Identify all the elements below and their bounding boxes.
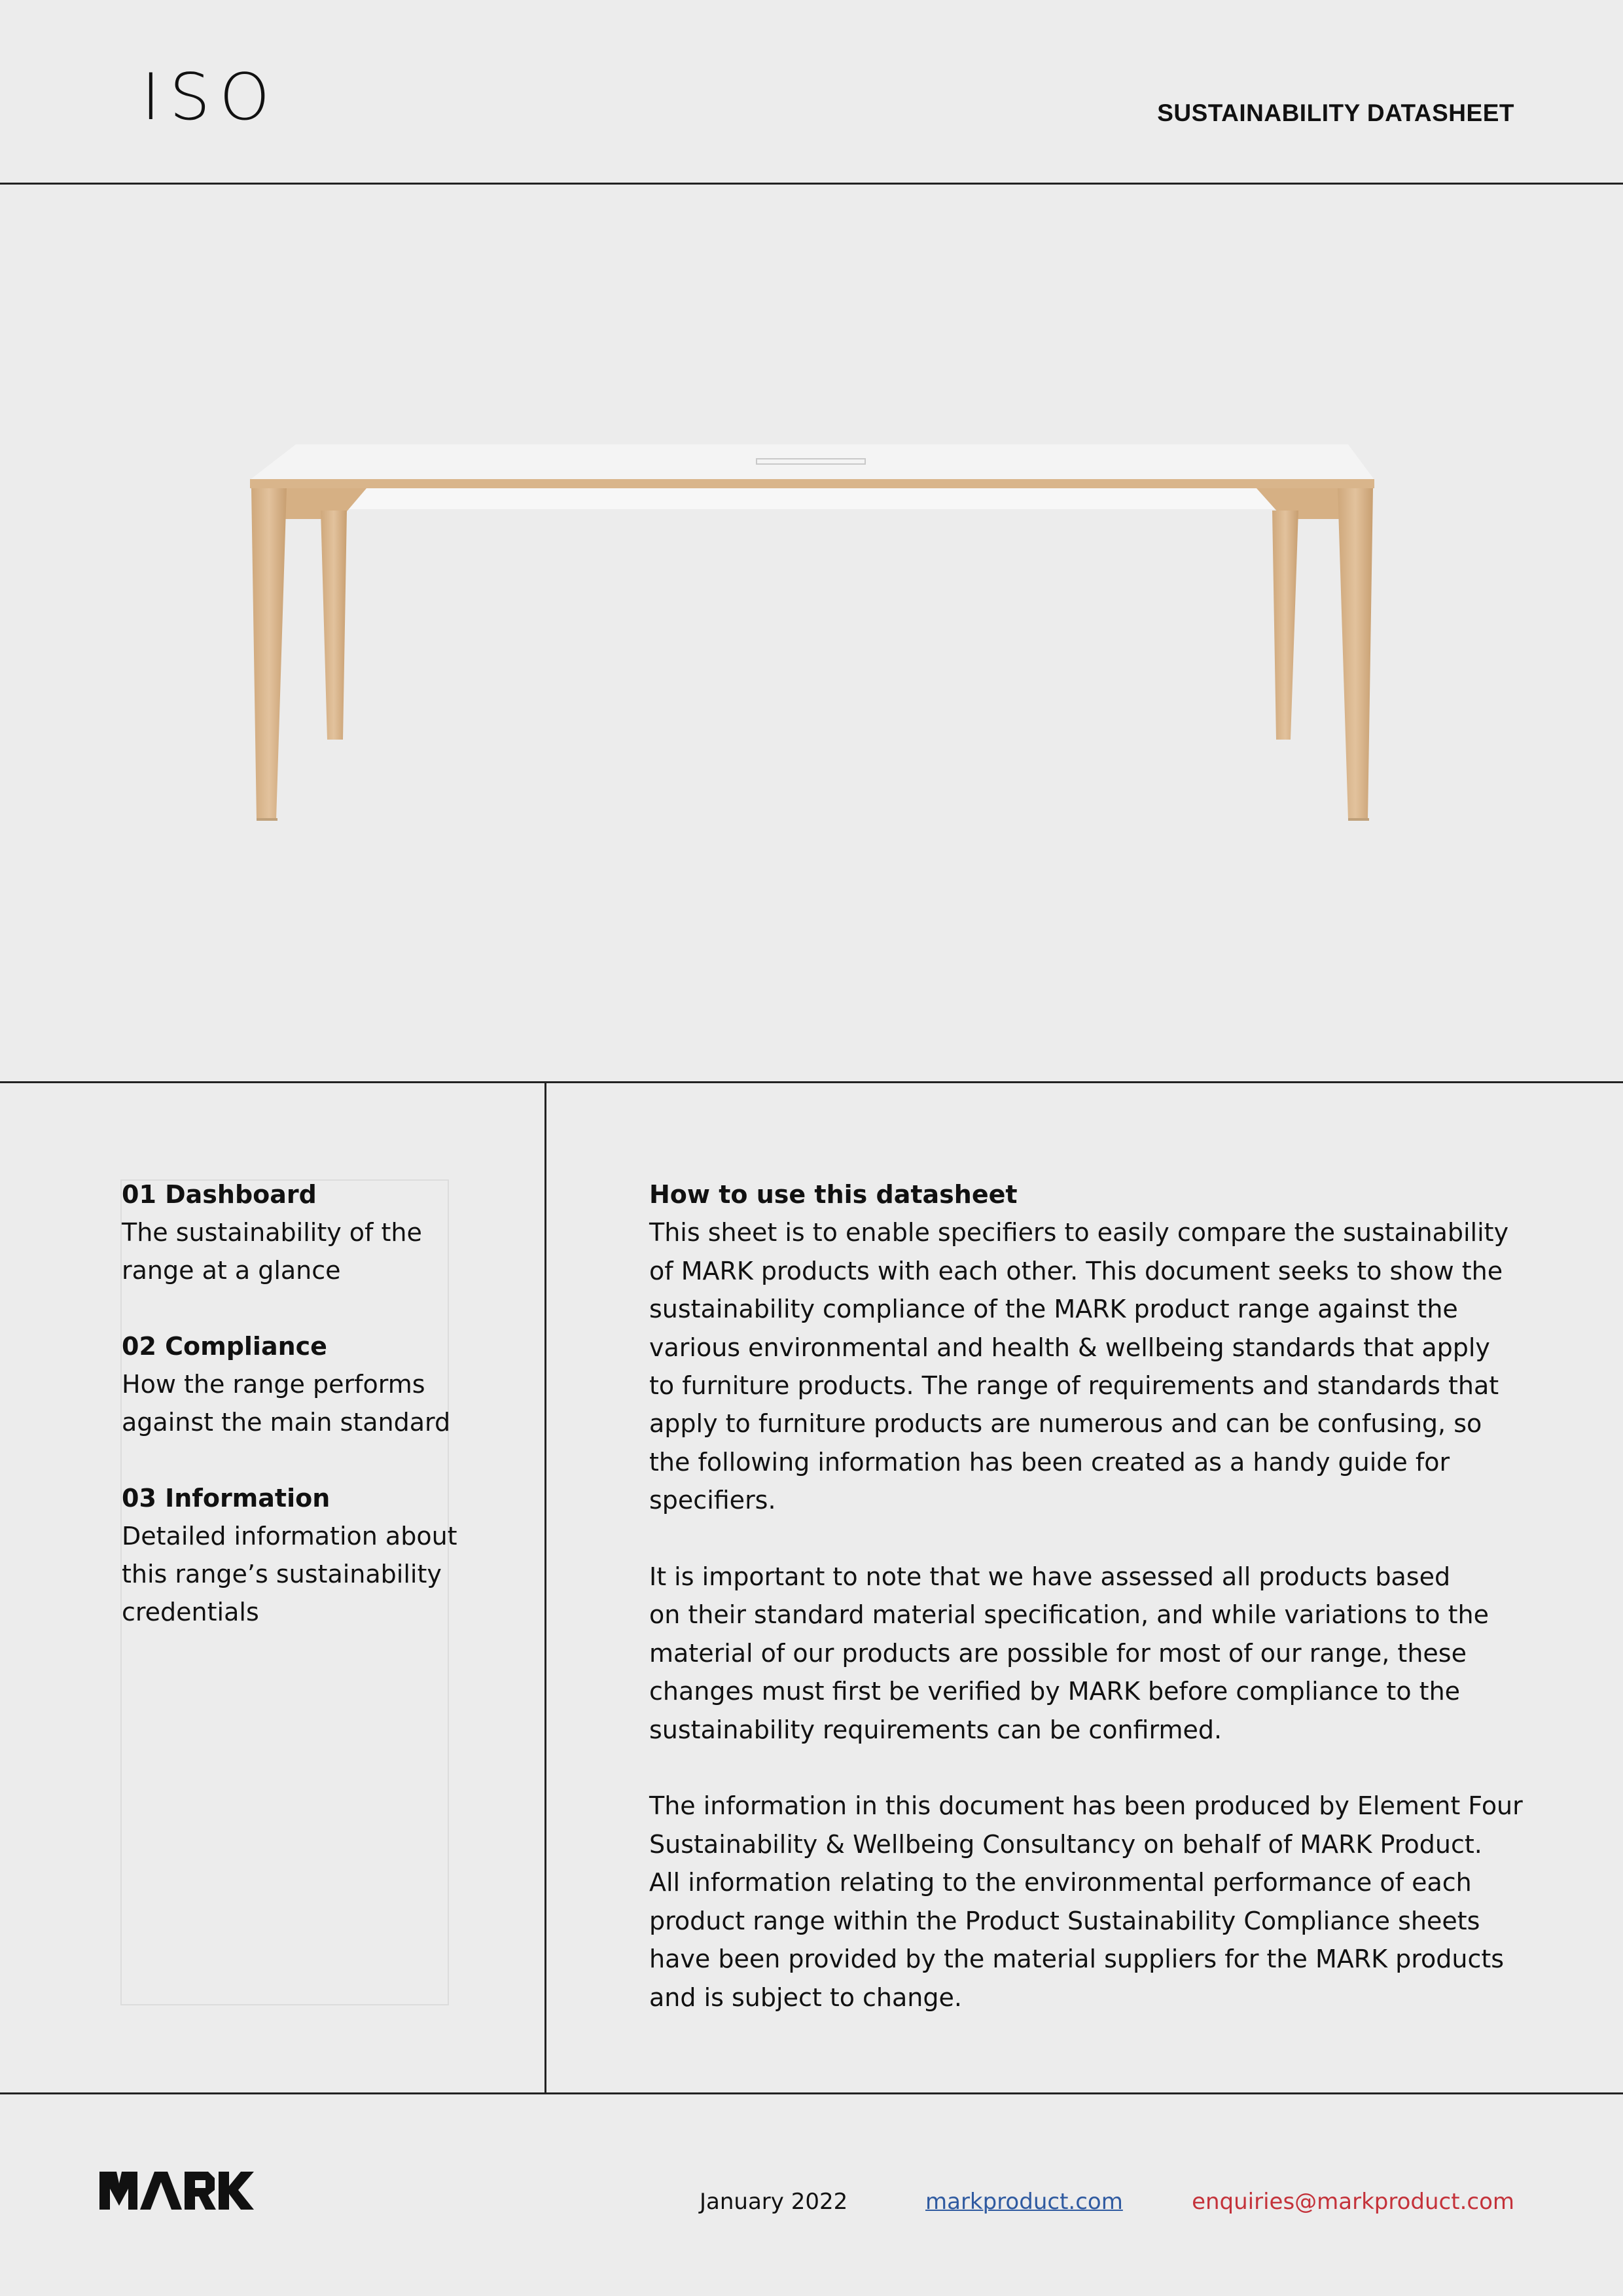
email-link[interactable]: enquiries@markproduct.com xyxy=(1192,2189,1514,2215)
toc-item-title: 03 Information xyxy=(122,1484,330,1513)
table-top-surface xyxy=(250,444,1374,480)
intro-paragraph: The information in this document has been produced by Element Four Sustainability & Wellbeing Consultancy on behalf of MARK Product. All information relating to the environmental performance of each product range within the Product Sustainability Compliance sheets have been provided by the material suppliers for the MARK products and is subject to change. xyxy=(649,1791,1523,2012)
section-divider-top xyxy=(0,1081,1623,1083)
toc-item-dashboard[interactable] xyxy=(122,1175,488,1289)
footer-divider xyxy=(0,2092,1623,2094)
table-of-contents xyxy=(122,1175,488,1669)
front-left-leg xyxy=(251,488,287,819)
product-name: ISO xyxy=(141,60,279,135)
toc-item-title: 01 Dashboard xyxy=(122,1180,317,1209)
toc-item-description: credentials xyxy=(122,1598,259,1626)
toc-item-information[interactable] xyxy=(122,1479,488,1631)
website-link[interactable]: markproduct.com xyxy=(925,2189,1123,2215)
toc-item-description: against the main standard xyxy=(122,1408,451,1437)
toc-item-description: range at a glance xyxy=(122,1256,341,1285)
intro-heading: How to use this datasheet xyxy=(649,1180,1018,1209)
product-table-illustration xyxy=(0,184,1623,1083)
product-hero xyxy=(0,184,1623,1083)
toc-item-description: How the range performs xyxy=(122,1370,425,1399)
document-type-title: SUSTAINABILITY DATASHEET xyxy=(1157,99,1514,126)
table-top-edge xyxy=(250,479,1374,488)
toc-item-compliance[interactable] xyxy=(122,1327,488,1441)
toc-item-description: Detailed information about xyxy=(122,1522,457,1551)
back-right-leg xyxy=(1272,511,1298,740)
back-left-leg xyxy=(321,511,347,740)
table-apron xyxy=(275,488,1348,509)
toc-item-description: this range’s sustainability xyxy=(122,1560,442,1588)
mark-logo xyxy=(99,2172,254,2212)
footer-date: January 2022 xyxy=(700,2189,848,2215)
toc-item-title: 02 Compliance xyxy=(122,1332,327,1361)
intro-paragraph: It is important to note that we have assessed all products based on their standard material specification, and while variations to the material of our products are possible for most of our range, these changes must first be verified by MARK before compliance to the sustainability requirements can be confirmed. xyxy=(649,1562,1489,1744)
front-right-leg xyxy=(1338,488,1373,819)
intro-section xyxy=(649,1175,1526,2054)
column-divider xyxy=(544,1083,546,2094)
toc-item-description: The sustainability of the xyxy=(122,1218,422,1247)
intro-paragraph: This sheet is to enable specifiers to easily compare the sustainability of MARK products with each other. This document seeks to show the sustainability compliance of the MARK product range against the various environmental and health & wellbeing standards that apply to furniture products. The range of requirements and standards that apply to furniture products are numerous and can be confusing, so the following information has been created as a handy guide for specifiers. xyxy=(649,1218,1509,1515)
